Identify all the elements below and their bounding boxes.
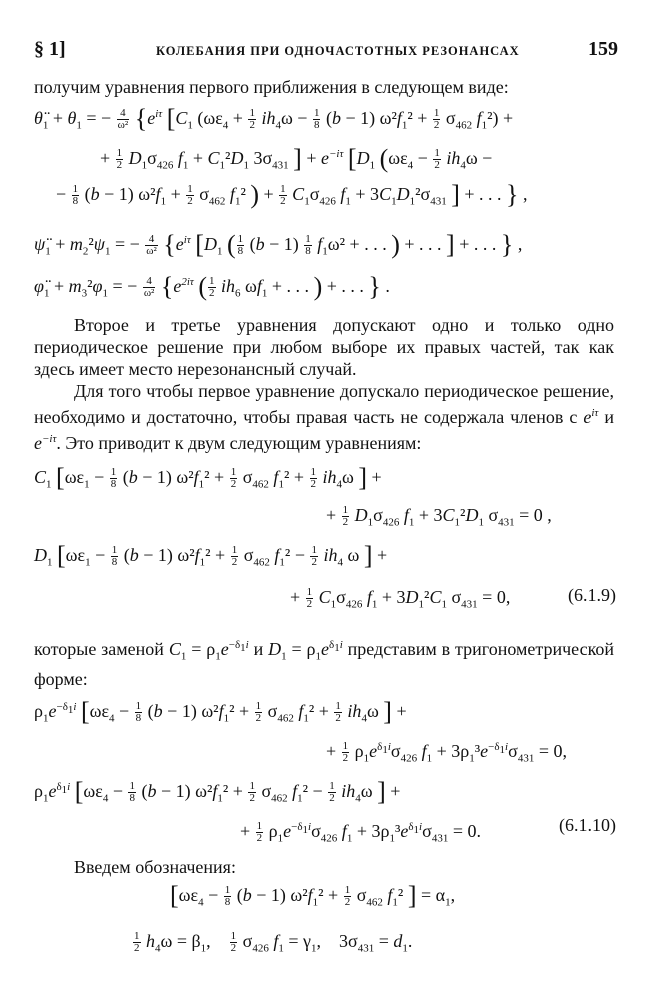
def-beta-gamma-d: $\frac{1}{2}$ $h_4\omega = \beta_1$, $\frac{1}{2}$ $\sigma_{426}$ $f_1 = \gamma_1$, $3\sigma_{431} = d_1$. [134, 930, 413, 955]
eq-phi: $\varphï_1 + m_3^2\varphi_1$ = − $\frac{4}{\text{ω²}}$ {$e^{2i\tau}$ ( $\frac{1}{2}$ $ih_6$ $\omega f_1$ + . . . ) + . . . } . [34, 272, 390, 301]
eq-theta-line2: + $\frac{1}{2}$ $D_1\sigma_{426}$ $f_1 + C_1^2D_1$ $3\sigma_{431}$ ] + $e^{-i\tau}$ [$D_1$ ($\omega\varepsilon_4$ − $\frac{1}{2}$ $ih_4\omega$ − [100, 144, 493, 173]
equation-number-619: (6.1.9) [568, 585, 616, 605]
equation-number-6110: (6.1.10) [559, 815, 616, 835]
eq-c1-line2: + $\frac{1}{2}$ $D_1\sigma_{426}$ $f_1 + 3C_1^2D_1$ $\sigma_{431} = 0$ , [326, 504, 552, 529]
paragraph-nonresonant: Второе и третье уравнения допускают одно и только одно периодическое решение при любом выборе их правых частей, так как здесь имеет место нерезонансный случай. [34, 315, 614, 379]
eq-d1-line2: + $\frac{1}{2}$ $C_1\sigma_{426}$ $f_1 + 3D_1^2C_1$ $\sigma_{431} = 0$, [290, 586, 511, 611]
eq-theta-line3: − $\frac{1}{8}$ (b − 1) $\omega^2f_1$ + $\frac{1}{2}$ $\sigma_{462}$ $f_1^2$ ) + $\frac{1}{2}$ $C_1\sigma_{426}$ $f_1 + 3C_1D_1^2\sigma_{431}$ ] + . . . } , [56, 180, 528, 209]
paragraph-substitution: которые заменой $C_1 = \rho_1e^{-\delta_1i}$ и $D_1 = \rho_1e^{\delta_1i}$ представим в тригонометрической форме: [34, 639, 615, 689]
eq-rho-line3: $\rho_1e^{\delta_1i}$ [$\omega\varepsilon_4$ − $\frac{1}{8}$ (b − 1) $\omega^2f_1^2$ + $\frac{1}{2}$ $\sigma_{462}$ $f_1^2$ − $\frac{1}{2}$ $ih_4\omega$ ] + [34, 777, 401, 806]
page-header [34, 38, 618, 62]
intro-paragraph: получим уравнения первого приближения в следующем виде: [34, 77, 509, 97]
def-alpha: [$\omega\varepsilon_4$ − $\frac{1}{8}$ (b − 1) $\omega^2f_1^2$ + $\frac{1}{2}$ $\sigma_{462}$ $f_1^2$ ] = $\alpha_1$, [170, 881, 456, 910]
page-number: 159 [588, 38, 618, 60]
paragraph-notation: Введем обозначения: [74, 857, 236, 877]
section-number: § 1] [34, 38, 66, 60]
paragraph-periodic-condition: Для того чтобы первое уравнение допускало периодическое решение, необходимо и достаточно, чтобы правая часть не содержала членов с $e^{i\tau}$ и $e^{-i\tau}$. Это приводит к двум следующим уравнениям: [34, 381, 614, 453]
eq-theta-line1: $\thetä_1 + \theta_1$ = − $\frac{4}{\text{ω²}}$ {$e^{i\tau}$ [$C_1$ ($\omega\varepsilon_4$ + $\frac{1}{2}$ $ih_4\omega$ − $\frac{1}{8}$ (b − 1) $\omega^2f_1^2$ + $\frac{1}{2}$ $\sigma_{462}$ $f_1^2$) + [34, 104, 514, 133]
eq-rho-line2: + $\frac{1}{2}$ $\rho_1e^{\delta_1i}\sigma_{426}$ $f_1 + 3\rho_1^3e^{-\delta_1i}\sigma_{431} = 0$, [326, 740, 567, 765]
eq-rho-line1: $\rho_1e^{-\delta_1i}$ [$\omega\varepsilon_4$ − $\frac{1}{8}$ (b − 1) $\omega^2f_1^2$ + $\frac{1}{2}$ $\sigma_{462}$ $f_1^2$ + $\frac{1}{2}$ $ih_4\omega$ ] + [34, 697, 407, 726]
eq-d1-line1: $D_1$ [$\omega\varepsilon_1$ − $\frac{1}{8}$ (b − 1) $\omega^2f_1^2$ + $\frac{1}{2}$ $\sigma_{462}$ $f_1^2$ − $\frac{1}{2}$ $ih_4$ ω ] + [34, 541, 388, 570]
running-title: КОЛЕБАНИЯ ПРИ ОДНОЧАСТОТНЫХ РЕЗОНАНСАХ [156, 44, 520, 58]
eq-c1-line1: $C_1$ [$\omega\varepsilon_1$ − $\frac{1}{8}$ (b − 1) $\omega^2f_1^2$ + $\frac{1}{2}$ $\sigma_{462}$ $f_1^2$ + $\frac{1}{2}$ $ih_4\omega$ ] + [34, 463, 382, 492]
eq-psi: $\psï_1 + m_2^2\psi_1$ = − $\frac{4}{\text{ω²}}$ {$e^{i\tau}$ [$D_1$ ( $\frac{1}{8}$ (b − 1) $\frac{1}{8}$ $f_1\omega^2$ + . . . ) + . . . ] + . . . } , [34, 230, 523, 259]
eq-rho-line4: + $\frac{1}{2}$ $\rho_1e^{-\delta_1i}\sigma_{426}$ $f_1 + 3\rho_1^3e^{\delta_1i}\sigma_{431} = 0$. [240, 820, 481, 845]
